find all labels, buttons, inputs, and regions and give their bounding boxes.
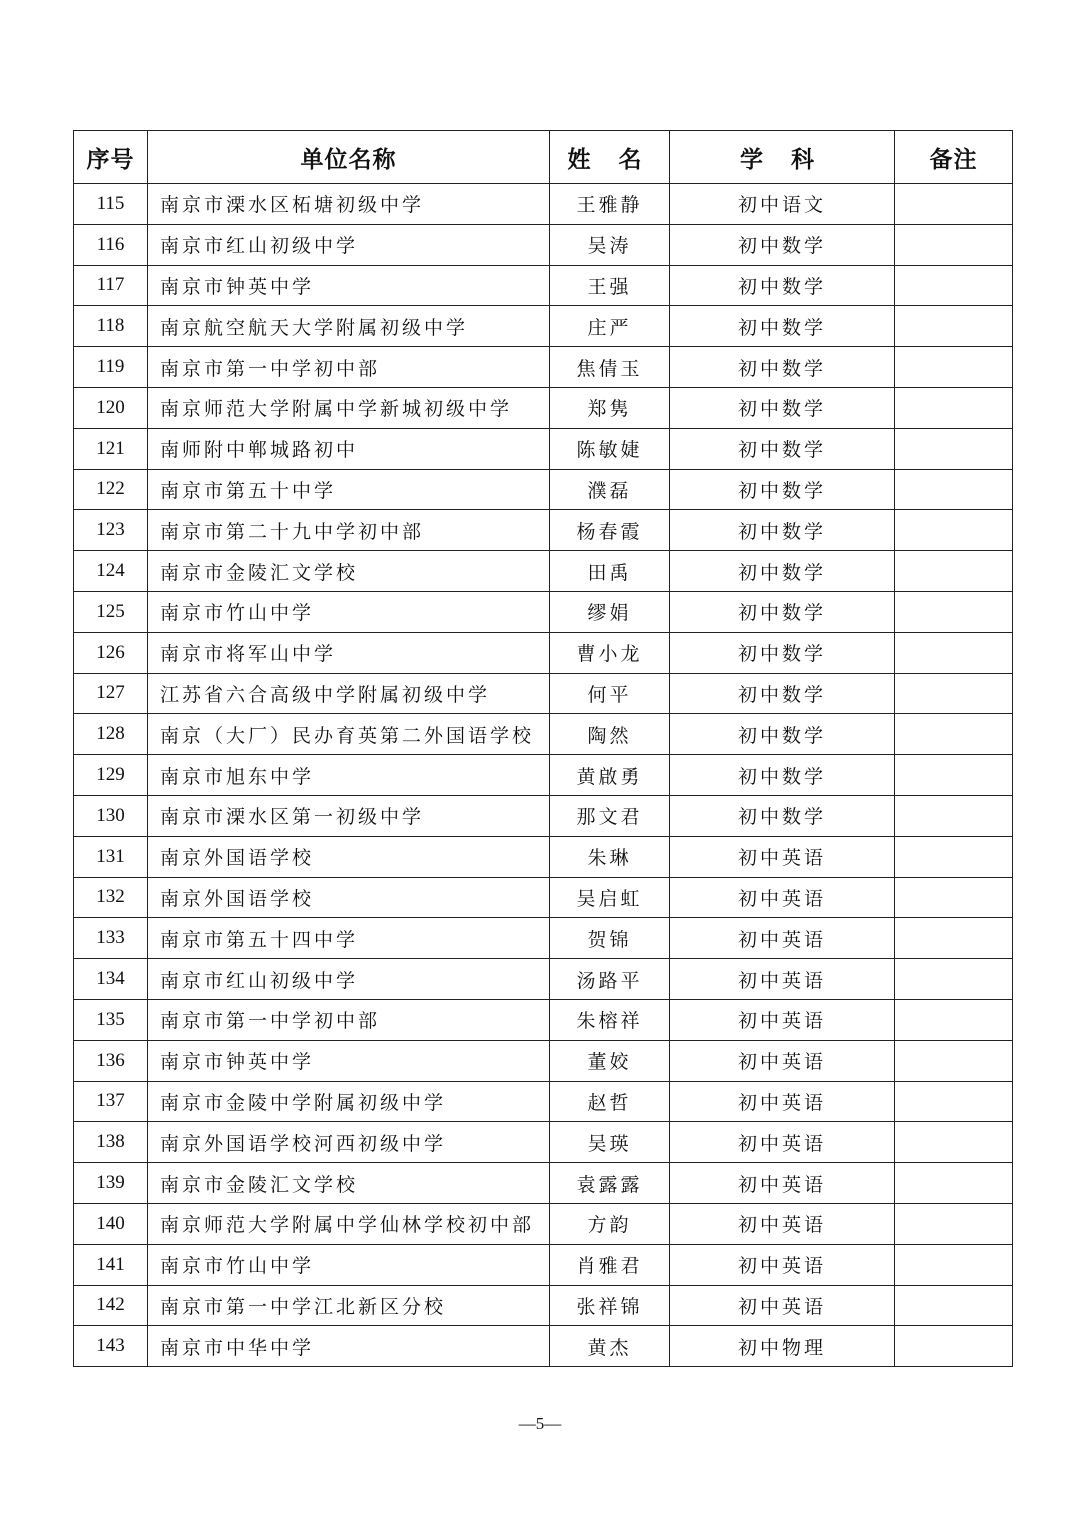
cell-name: 吴涛 bbox=[550, 224, 670, 265]
cell-no: 138 bbox=[74, 1122, 148, 1163]
cell-subject: 初中数学 bbox=[670, 632, 895, 673]
table-row bbox=[74, 591, 1013, 632]
cell-name: 曹小龙 bbox=[550, 632, 670, 673]
cell-subject: 初中数学 bbox=[670, 714, 895, 755]
cell-subject: 初中英语 bbox=[670, 1163, 895, 1204]
table-row bbox=[74, 551, 1013, 592]
cell-subject: 初中英语 bbox=[670, 1203, 895, 1244]
table-row bbox=[74, 469, 1013, 510]
table-row bbox=[74, 1203, 1013, 1244]
cell-no: 119 bbox=[74, 347, 148, 388]
cell-subject: 初中英语 bbox=[670, 918, 895, 959]
cell-note bbox=[895, 265, 1013, 306]
cell-note bbox=[895, 999, 1013, 1040]
cell-unit: 南京市旭东中学 bbox=[148, 755, 550, 796]
table-row bbox=[74, 795, 1013, 836]
cell-no: 137 bbox=[74, 1081, 148, 1122]
cell-note bbox=[895, 224, 1013, 265]
cell-no: 131 bbox=[74, 836, 148, 877]
cell-unit: 南京市红山初级中学 bbox=[148, 224, 550, 265]
cell-unit: 南京市第五十中学 bbox=[148, 469, 550, 510]
cell-unit: 南京市第五十四中学 bbox=[148, 918, 550, 959]
cell-name: 肖雅君 bbox=[550, 1244, 670, 1285]
cell-unit: 南京市竹山中学 bbox=[148, 1244, 550, 1285]
cell-subject: 初中英语 bbox=[670, 1244, 895, 1285]
cell-no: 121 bbox=[74, 428, 148, 469]
cell-no: 134 bbox=[74, 959, 148, 1000]
cell-note bbox=[895, 184, 1013, 225]
cell-subject: 初中数学 bbox=[670, 673, 895, 714]
cell-name: 缪娟 bbox=[550, 591, 670, 632]
cell-no: 116 bbox=[74, 224, 148, 265]
cell-name: 朱琳 bbox=[550, 836, 670, 877]
cell-subject: 初中英语 bbox=[670, 1040, 895, 1081]
cell-unit: 南京外国语学校河西初级中学 bbox=[148, 1122, 550, 1163]
cell-note bbox=[895, 673, 1013, 714]
cell-no: 128 bbox=[74, 714, 148, 755]
cell-subject: 初中英语 bbox=[670, 1081, 895, 1122]
cell-note bbox=[895, 1081, 1013, 1122]
header-no: 序号 bbox=[74, 131, 148, 184]
cell-name: 贺锦 bbox=[550, 918, 670, 959]
table-row bbox=[74, 184, 1013, 225]
cell-no: 139 bbox=[74, 1163, 148, 1204]
header-name: 姓 名 bbox=[550, 131, 670, 184]
cell-name: 王强 bbox=[550, 265, 670, 306]
table-row bbox=[74, 510, 1013, 551]
cell-subject: 初中物理 bbox=[670, 1326, 895, 1367]
header-subject: 学 科 bbox=[670, 131, 895, 184]
cell-subject: 初中数学 bbox=[670, 265, 895, 306]
table-row bbox=[74, 959, 1013, 1000]
cell-name: 张祥锦 bbox=[550, 1285, 670, 1326]
roster-table bbox=[73, 130, 1013, 1367]
table-row bbox=[74, 714, 1013, 755]
cell-name: 吴瑛 bbox=[550, 1122, 670, 1163]
table-row bbox=[74, 1285, 1013, 1326]
cell-subject: 初中数学 bbox=[670, 387, 895, 428]
cell-subject: 初中英语 bbox=[670, 836, 895, 877]
table-row bbox=[74, 1040, 1013, 1081]
cell-name: 黄杰 bbox=[550, 1326, 670, 1367]
cell-name: 郑隽 bbox=[550, 387, 670, 428]
cell-unit: 南京市第一中学初中部 bbox=[148, 999, 550, 1040]
cell-note bbox=[895, 428, 1013, 469]
table-row bbox=[74, 265, 1013, 306]
cell-note bbox=[895, 387, 1013, 428]
cell-name: 袁露露 bbox=[550, 1163, 670, 1204]
cell-unit: 南京外国语学校 bbox=[148, 836, 550, 877]
cell-unit: 南京市中华中学 bbox=[148, 1326, 550, 1367]
cell-no: 127 bbox=[74, 673, 148, 714]
header-note: 备注 bbox=[895, 131, 1013, 184]
cell-note bbox=[895, 510, 1013, 551]
cell-unit: 南京市溧水区柘塘初级中学 bbox=[148, 184, 550, 225]
table-row bbox=[74, 1081, 1013, 1122]
table-row bbox=[74, 224, 1013, 265]
cell-no: 142 bbox=[74, 1285, 148, 1326]
cell-note bbox=[895, 959, 1013, 1000]
cell-name: 濮磊 bbox=[550, 469, 670, 510]
cell-note bbox=[895, 918, 1013, 959]
cell-note bbox=[895, 755, 1013, 796]
page-number: —5— bbox=[518, 1414, 562, 1433]
cell-no: 115 bbox=[74, 184, 148, 225]
cell-subject: 初中英语 bbox=[670, 1122, 895, 1163]
table-row bbox=[74, 1163, 1013, 1204]
cell-note bbox=[895, 714, 1013, 755]
cell-subject: 初中数学 bbox=[670, 591, 895, 632]
cell-name: 陶然 bbox=[550, 714, 670, 755]
cell-note bbox=[895, 1040, 1013, 1081]
cell-no: 129 bbox=[74, 755, 148, 796]
table-row bbox=[74, 347, 1013, 388]
cell-name: 焦倩玉 bbox=[550, 347, 670, 388]
table-header-row bbox=[74, 131, 1013, 184]
cell-unit: 南京外国语学校 bbox=[148, 877, 550, 918]
table-body bbox=[74, 184, 1013, 1367]
cell-unit: 南京市金陵汇文学校 bbox=[148, 551, 550, 592]
cell-unit: 南京市金陵中学附属初级中学 bbox=[148, 1081, 550, 1122]
cell-name: 赵哲 bbox=[550, 1081, 670, 1122]
cell-unit: 南师附中郸城路初中 bbox=[148, 428, 550, 469]
cell-unit: 南京市红山初级中学 bbox=[148, 959, 550, 1000]
cell-subject: 初中英语 bbox=[670, 1285, 895, 1326]
cell-unit: 南京航空航天大学附属初级中学 bbox=[148, 306, 550, 347]
cell-note bbox=[895, 1122, 1013, 1163]
cell-unit: 南京市溧水区第一初级中学 bbox=[148, 795, 550, 836]
table-row bbox=[74, 755, 1013, 796]
cell-subject: 初中数学 bbox=[670, 347, 895, 388]
cell-unit: 南京师范大学附属中学仙林学校初中部 bbox=[148, 1203, 550, 1244]
cell-no: 130 bbox=[74, 795, 148, 836]
cell-name: 杨春霞 bbox=[550, 510, 670, 551]
cell-no: 126 bbox=[74, 632, 148, 673]
cell-no: 141 bbox=[74, 1244, 148, 1285]
cell-unit: 南京市第一中学江北新区分校 bbox=[148, 1285, 550, 1326]
table-row bbox=[74, 836, 1013, 877]
cell-note bbox=[895, 1326, 1013, 1367]
cell-note bbox=[895, 1203, 1013, 1244]
cell-name: 那文君 bbox=[550, 795, 670, 836]
cell-subject: 初中数学 bbox=[670, 306, 895, 347]
cell-note bbox=[895, 632, 1013, 673]
table-row bbox=[74, 1244, 1013, 1285]
cell-unit: 南京（大厂）民办育英第二外国语学校 bbox=[148, 714, 550, 755]
cell-unit: 南京市钟英中学 bbox=[148, 1040, 550, 1081]
cell-note bbox=[895, 306, 1013, 347]
cell-no: 143 bbox=[74, 1326, 148, 1367]
cell-unit: 南京市第二十九中学初中部 bbox=[148, 510, 550, 551]
cell-no: 120 bbox=[74, 387, 148, 428]
cell-subject: 初中数学 bbox=[670, 428, 895, 469]
cell-name: 田禹 bbox=[550, 551, 670, 592]
table-row bbox=[74, 673, 1013, 714]
cell-no: 136 bbox=[74, 1040, 148, 1081]
cell-unit: 江苏省六合高级中学附属初级中学 bbox=[148, 673, 550, 714]
cell-note bbox=[895, 795, 1013, 836]
cell-no: 132 bbox=[74, 877, 148, 918]
table-row bbox=[74, 918, 1013, 959]
cell-unit: 南京市钟英中学 bbox=[148, 265, 550, 306]
cell-note bbox=[895, 1244, 1013, 1285]
table-row bbox=[74, 877, 1013, 918]
cell-no: 118 bbox=[74, 306, 148, 347]
cell-note bbox=[895, 469, 1013, 510]
table-row bbox=[74, 1326, 1013, 1367]
table-row bbox=[74, 999, 1013, 1040]
cell-subject: 初中语文 bbox=[670, 184, 895, 225]
cell-name: 方韵 bbox=[550, 1203, 670, 1244]
cell-note bbox=[895, 591, 1013, 632]
cell-name: 何平 bbox=[550, 673, 670, 714]
cell-no: 122 bbox=[74, 469, 148, 510]
cell-no: 140 bbox=[74, 1203, 148, 1244]
cell-name: 董姣 bbox=[550, 1040, 670, 1081]
cell-subject: 初中数学 bbox=[670, 224, 895, 265]
cell-note bbox=[895, 1285, 1013, 1326]
table-row bbox=[74, 428, 1013, 469]
cell-subject: 初中数学 bbox=[670, 469, 895, 510]
cell-name: 陈敏婕 bbox=[550, 428, 670, 469]
cell-no: 125 bbox=[74, 591, 148, 632]
cell-subject: 初中数学 bbox=[670, 795, 895, 836]
cell-no: 135 bbox=[74, 999, 148, 1040]
cell-name: 王雅静 bbox=[550, 184, 670, 225]
cell-subject: 初中数学 bbox=[670, 755, 895, 796]
cell-subject: 初中数学 bbox=[670, 510, 895, 551]
cell-unit: 南京市将军山中学 bbox=[148, 632, 550, 673]
cell-name: 黄啟勇 bbox=[550, 755, 670, 796]
table-row bbox=[74, 632, 1013, 673]
cell-unit: 南京师范大学附属中学新城初级中学 bbox=[148, 387, 550, 428]
cell-name: 庄严 bbox=[550, 306, 670, 347]
cell-name: 吴启虹 bbox=[550, 877, 670, 918]
cell-unit: 南京市金陵汇文学校 bbox=[148, 1163, 550, 1204]
cell-no: 133 bbox=[74, 918, 148, 959]
table-row bbox=[74, 387, 1013, 428]
cell-unit: 南京市第一中学初中部 bbox=[148, 347, 550, 388]
cell-subject: 初中数学 bbox=[670, 551, 895, 592]
cell-note bbox=[895, 1163, 1013, 1204]
cell-note bbox=[895, 877, 1013, 918]
cell-note bbox=[895, 551, 1013, 592]
cell-note bbox=[895, 347, 1013, 388]
header-unit: 单位名称 bbox=[148, 131, 550, 184]
cell-subject: 初中英语 bbox=[670, 999, 895, 1040]
cell-unit: 南京市竹山中学 bbox=[148, 591, 550, 632]
table-row bbox=[74, 306, 1013, 347]
cell-no: 123 bbox=[74, 510, 148, 551]
cell-subject: 初中英语 bbox=[670, 959, 895, 1000]
cell-no: 124 bbox=[74, 551, 148, 592]
cell-no: 117 bbox=[74, 265, 148, 306]
cell-note bbox=[895, 836, 1013, 877]
cell-name: 朱榕祥 bbox=[550, 999, 670, 1040]
table-row bbox=[74, 1122, 1013, 1163]
cell-name: 汤路平 bbox=[550, 959, 670, 1000]
cell-subject: 初中英语 bbox=[670, 877, 895, 918]
